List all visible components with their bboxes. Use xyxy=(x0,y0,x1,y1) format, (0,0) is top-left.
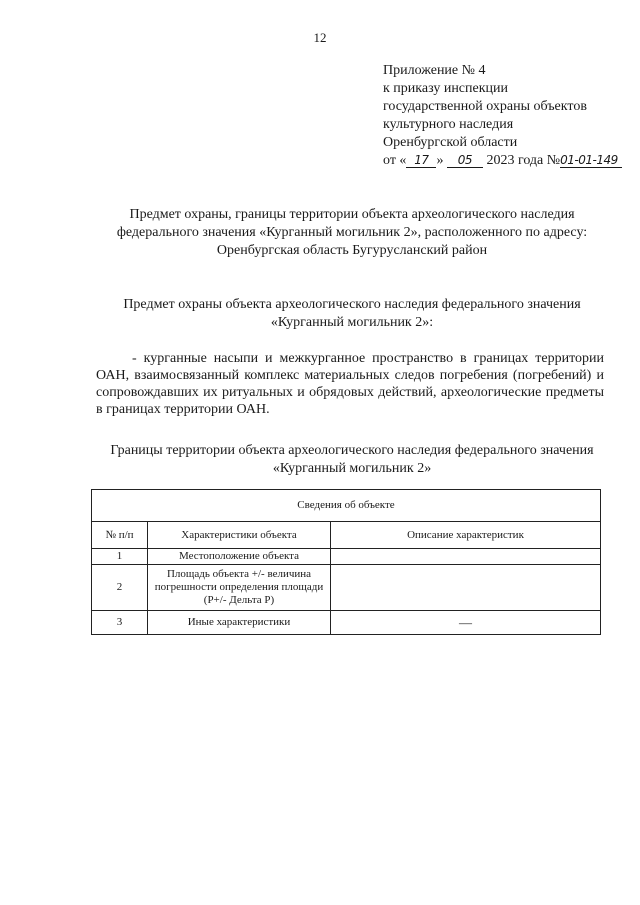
row-characteristic: Местоположение объекта xyxy=(148,549,331,565)
row-characteristic: Иные характеристики xyxy=(148,611,331,635)
appendix-line: культурного наследия xyxy=(383,117,514,132)
handwritten-day: 17 xyxy=(406,154,436,168)
table-caption: Сведения об объекте xyxy=(92,490,601,522)
row-description xyxy=(331,565,601,611)
document-heading: Предмет охраны, границы территории объекта археологического наследия федерального значения «Курганный могильник 2», расположенного по адресу: Оренбургская область Бугурусланский район xyxy=(116,207,588,258)
header-num: № п/п xyxy=(92,522,148,549)
appendix-date-line xyxy=(383,152,622,170)
section-heading-territory-boundaries: Границы территории объекта археологического наследия федерального значения «Курганный могильник 2» xyxy=(110,443,594,476)
handwritten-month: 05 xyxy=(447,154,483,168)
row-num: 3 xyxy=(92,611,148,635)
row-num: 2 xyxy=(92,565,148,611)
row-characteristic: Площадь объекта +/- величина погрешности определения площади (P+/- Дельта P) xyxy=(148,565,331,611)
appendix-line: к приказу инспекции xyxy=(383,81,509,96)
header-description: Описание характеристик xyxy=(331,522,601,549)
row-description: — xyxy=(331,611,601,635)
table-row xyxy=(92,611,601,635)
appendix-line: государственной охраны объектов xyxy=(383,99,587,114)
date-mid: » xyxy=(436,153,444,168)
header-characteristic: Характеристики объекта xyxy=(148,522,331,549)
row-num: 1 xyxy=(92,549,148,565)
table-row xyxy=(92,565,601,611)
table-row xyxy=(92,549,601,565)
appendix-line: Оренбургской области xyxy=(383,135,518,150)
object-info-table xyxy=(91,489,601,635)
page-number: 12 xyxy=(313,30,327,45)
appendix-title: Приложение № 4 xyxy=(383,63,486,78)
table-header-row xyxy=(92,522,601,549)
date-prefix: от « xyxy=(383,153,407,168)
row-description xyxy=(331,549,601,565)
appendix-block xyxy=(383,62,622,170)
year-text: 2023 года № xyxy=(486,153,561,168)
table-caption-row xyxy=(92,490,601,522)
protection-subject-paragraph: - курганные насыпи и межкурганное пространство в границах территории ОАН, взаимосвязанный комплекс материальных следов погребения (погребений) и сопровождавших их ритуальных и обрядовых действий, археологические предметы в границах территории ОАН. xyxy=(96,351,604,417)
handwritten-order-number: 01-01-149 xyxy=(560,154,622,168)
section-heading-protection-subject: Предмет охраны объекта археологического наследия федерального значения «Курганный могильник 2»: xyxy=(123,297,581,330)
